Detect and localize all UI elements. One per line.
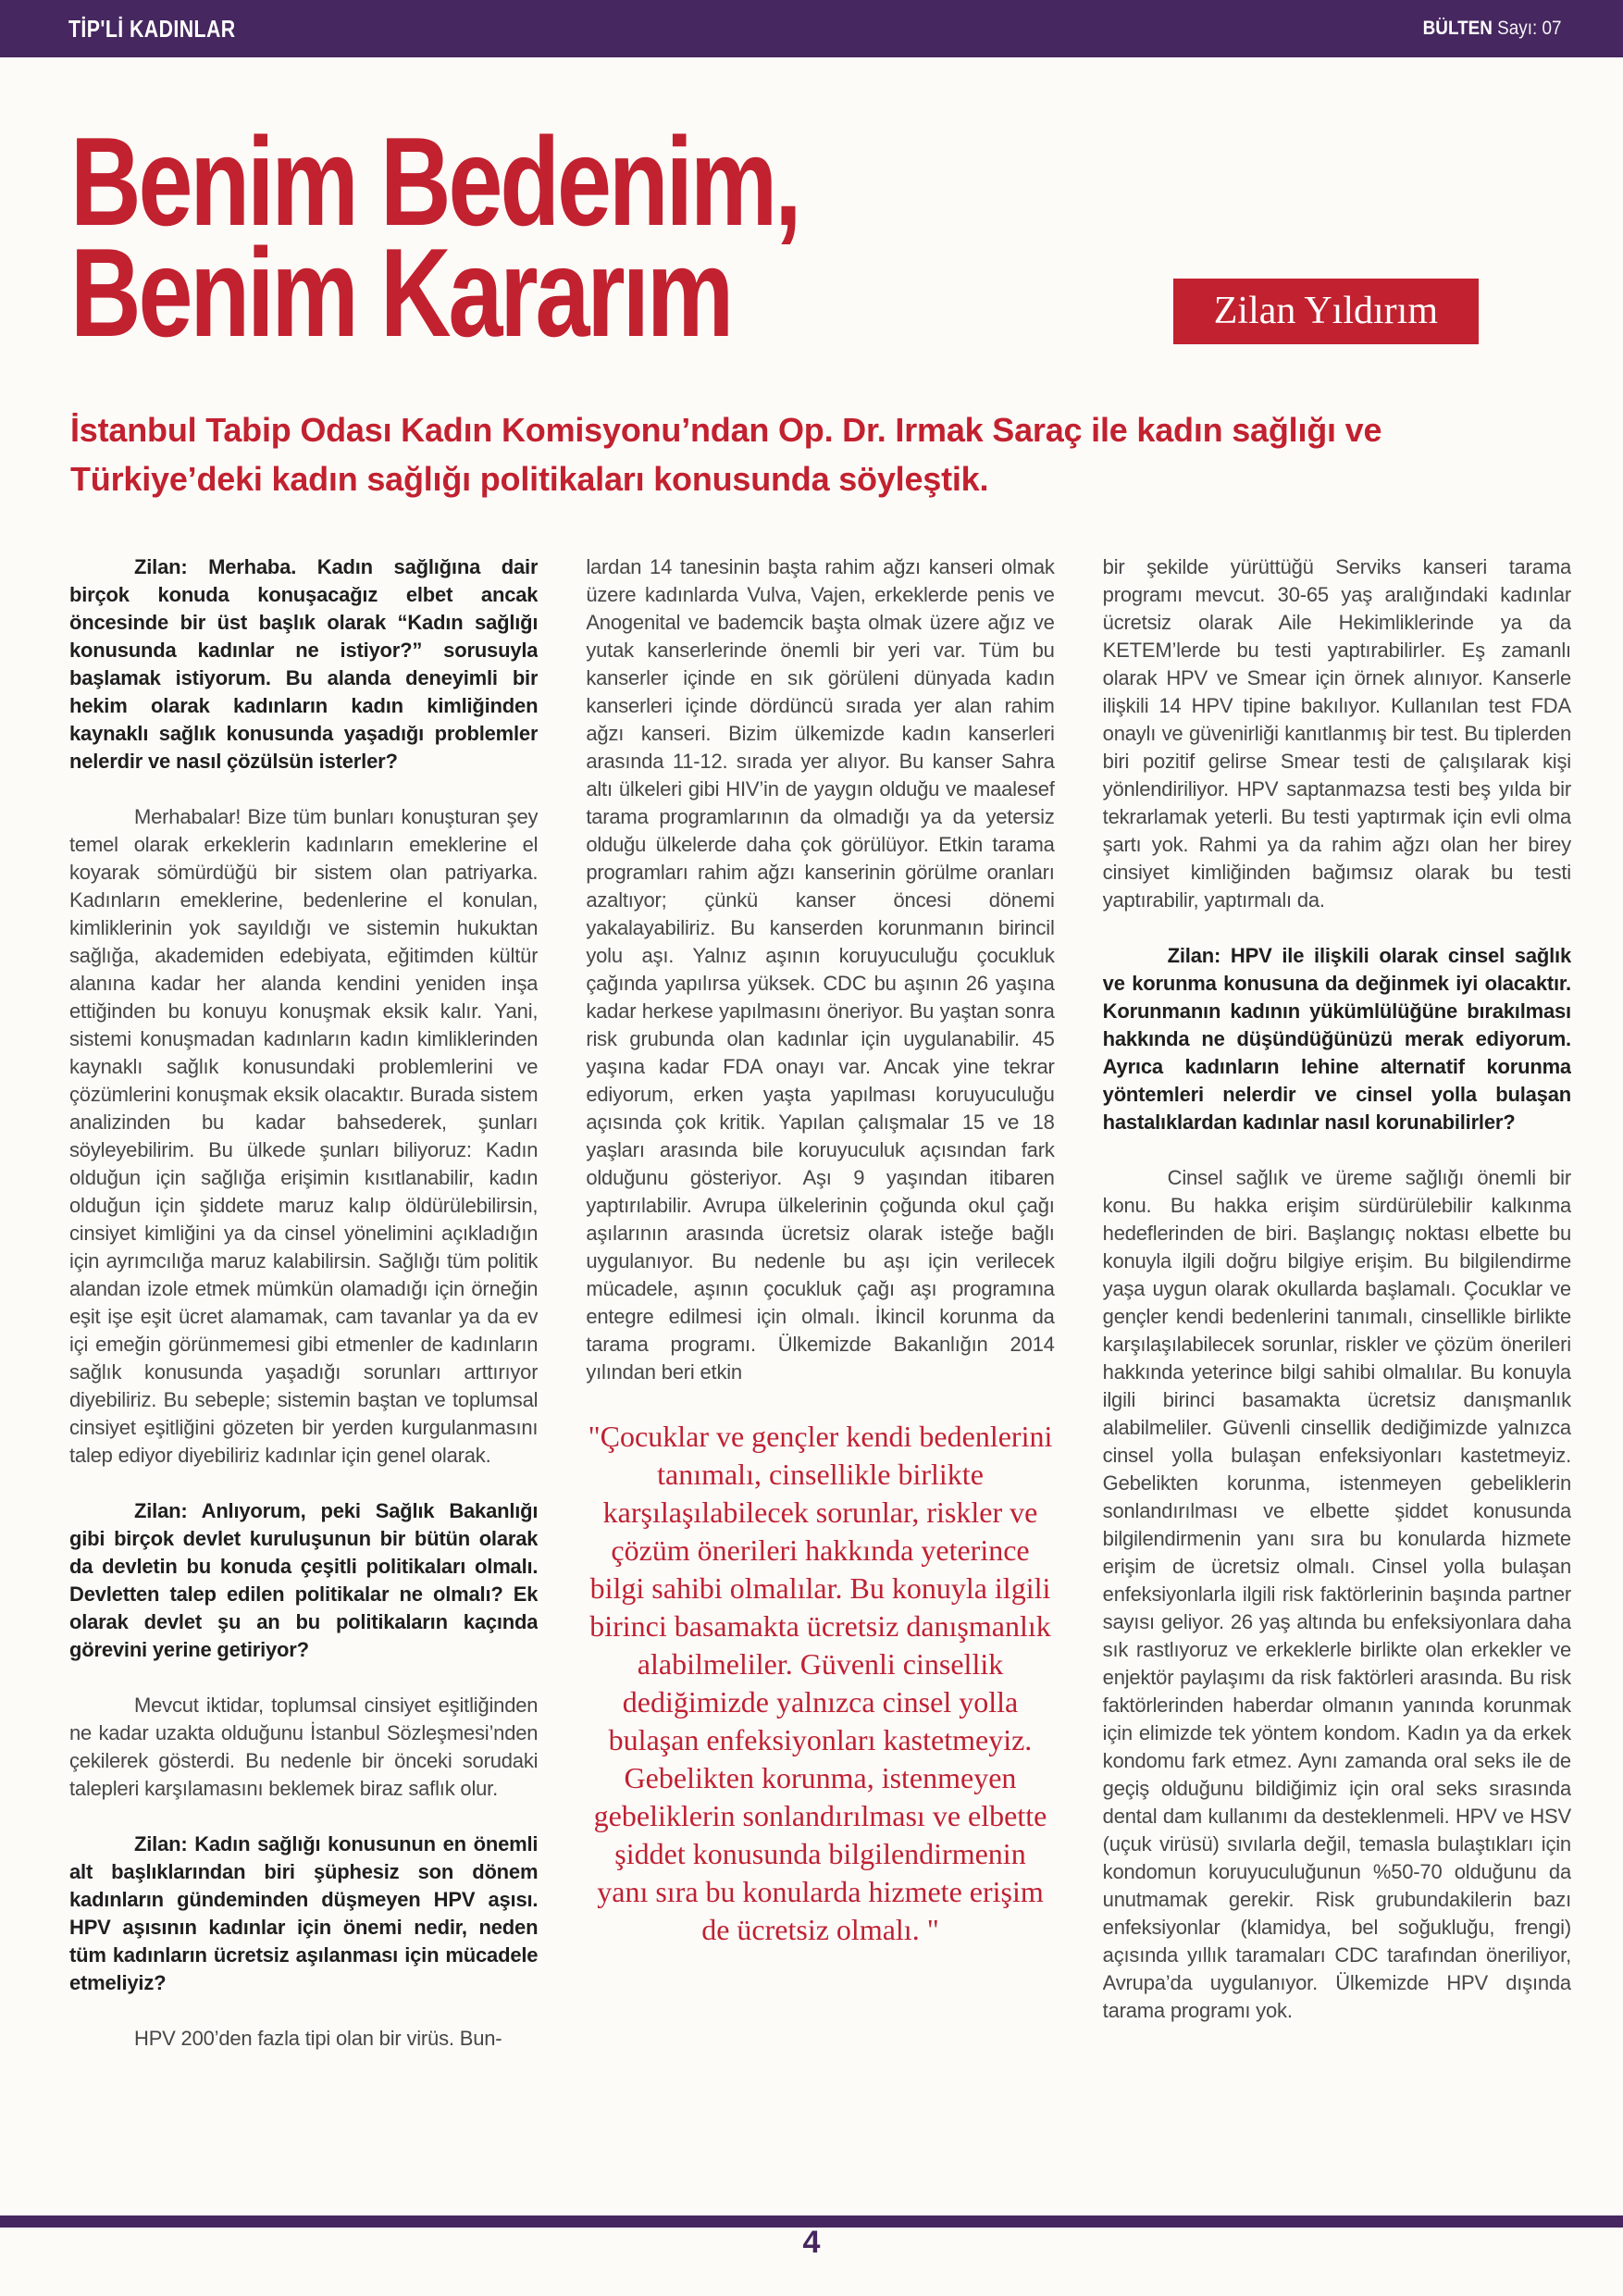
intro-standfirst: İstanbul Tabip Odası Kadın Komisyonu’ndan Op. Dr. Irmak Saraç ile kadın sağlığı ve Türkiye’deki kadın sağlığı politikaları konusunda söyleştik.: [70, 411, 1382, 498]
issue-label-bold: BÜLTEN: [1423, 18, 1493, 39]
answer-paragraph: Cinsel sağlık ve üreme sağlığı önemli bir konu. Bu hakka erişim sürdürülebilir kalkınma hedeflerinden de biri. Başlangıç noktası elbette bu konuyla ilgili doğru bilgiye erişim. Bu bilgilendirme yaşa uygun olarak okullarda başlamalı. Çocuklar ve gençler kendi bedenlerini tanımalı, cinsellikle birlikte karşılaşılabilecek sorunlar, riskler ve çözüm önerileri hakkında yeterince bilgi sahibi olmalılar. Bu konuyla ilgili birinci basamakta ücretsiz danışmanlık alabilmeliler. Güvenli cinsellik dediğimizde yalnızca cinsel yolla bulaşan enfeksiyonları kastetmeyiz. Gebelikten korunma, istenmeyen gebeliklerin sonlandırılması ve elbette şiddet konusunda bilgilendirmenin yanı sıra bu konularda hizmete erişim de ücretsiz olmalı. Cinsel yolla bulaşan enfeksiyonlarla ilgili risk faktörlerinin başında partner sayısı geliyor. 26 yaş altında bu enfeksiyonlara daha sık rastlıyoruz ve erkeklerle birlikte olan erkekler ve enjektör paylaşımı da risk faktörleri arasında. Bu risk faktörlerinden haberdar olmanın yanında korunmak için elimizde tek yöntem kondom. Kadın ya da erkek kondomu fark etmez. Aynı zamanda oral seks ile de geçiş olduğunu bildiğimiz için oral seks sırasında dental dam kullanımı da desteklenmeli. HPV ve HSV (uçuk virüsü) sıvılarla değil, temasla bulaştıkları için kondomun koruyuculuğunun %50-70 olduğunu da unutmamak gerekir. Risk grubundakilerin bazı enfeksiyonlar (klamidya, bel soğukluğu, frengi) açısında yıllık taramaları CDC tarafından öneriliyor, Avrupa’da uygulanıyor. Ülkemizde HPV dışında tarama programı yok.: [1102, 1166, 1571, 2022]
column-1: [69, 553, 538, 2212]
question-paragraph: Zilan: Kadın sağlığı konusunun en önemli alt başlıklarından biri şüphesiz son dönem kadınların gündeminden düşmeyen HPV aşısı. HPV aşısının kadınlar için önemi nedir, neden tüm kadınların ücretsiz aşılanması için mücadele etmeliyiz?: [69, 1832, 539, 1994]
issue-label: [1423, 18, 1562, 40]
issue-label-number: Sayı: 07: [1497, 18, 1562, 39]
header-bar: [0, 0, 1623, 57]
answer-paragraph: Mevcut iktidar, toplumsal cinsiyet eşitliğinden ne kadar uzakta olduğunu İstanbul Sözleşmesi’nden çekilerek gösterdi. Bu nedenle bir önceki sorudaki talepleri karşılamasını beklemek biraz saflık olur.: [69, 1694, 539, 1800]
pull-quote: "Çocuklar ve gençler kendi bedenlerini tanımalı, cinsellikle birlikte karşılaşılabilecek sorunlar, riskler ve çözüm önerileri hakkında yeterince bilgi sahibi olmalılar. Bu konuyla ilgili birinci basamakta ücretsiz danışmanlık alabilmeliler. Güvenli cinsellik dediğimizde yalnızca cinsel yolla bulaşan enfeksiyonları kastetmeyiz. Gebelikten korunma, istenmeyen gebeliklerin sonlandırılması ve elbette şiddet konusunda bilgilendirmenin yanı sıra bu konularda hizmete erişim de ücretsiz olmalı. ": [588, 1420, 1053, 1946]
author-badge: Zilan Yıldırım: [1173, 279, 1479, 344]
headline-line-2: Benim Kararım: [70, 222, 732, 363]
answer-paragraph: HPV 200’den fazla tipi olan bir virüs. Bun-: [134, 2027, 502, 2050]
column-3: [1103, 553, 1571, 2212]
column-2: [586, 553, 1054, 2212]
article-headline: [70, 111, 1005, 363]
brand-title: TİP'Lİ KADINLAR: [68, 14, 236, 43]
answer-paragraph-continuation: bir şekilde yürüttüğü Serviks kanseri tarama programı mevcut. 30-65 yaş aralığındaki kadınlar ücretsiz olarak Aile Hekimliklerinde ya da KETEM’lerde bu testi yaptırabilirler. Eş zamanlı olarak HPV ve Smear için örnek alınıyor. Kanserle ilişkili 14 HPV tipine bakılıyor. Kullanılan test FDA onaylı ve güvenirliği kanıtlanmış bir test. Bu tiplerden biri pozitif gelirse Smear testi de çalışılarak kişi yönlendiriliyor. HPV saptanmazsa testi beş yılda bir tekrarlamak yeterli. Bu testi yaptırmak için evli olma şartı yok. Rahmi ya da rahim ağzı olan her birey cinsiyet kimliğinden bağımsız olarak bu testi yaptırabilir, yaptırmalı da.: [1102, 555, 1571, 912]
page-number: 4: [802, 2225, 821, 2260]
question-paragraph: Zilan: Merhaba. Kadın sağlığına dair birçok konuda konuşacağız elbet ancak öncesinde bir üst başlık olarak “Kadın sağlığı konusunda kadınlar ne istiyor?” sorusuyla başlamak istiyorum. Bu alanda deneyimli bir hekim olarak kadınların kadın kimliğinden kaynaklı sağlık konusunda yaşadığı problemler nelerdir ve nasıl çözülsün isterler?: [69, 555, 539, 773]
answer-paragraph-continuation: lardan 14 tanesinin başta rahim ağzı kanseri olmak üzere kadınlarda Vulva, Vajen, erkeklerde penis ve Anogenital ve bademcik başta olmak üzere ağız ve yutak kanserlerinde önemli bir yeri var. Tüm bu kanserler içinde en sık görüleni dünyada kadın kanserleri içinde dördüncü sırada yer alan rahim ağzı kanseri. Bizim ülkemizde kadın kanserleri arasında 11-12. sırada yer alıyor. Bu kanser Sahra altı ülkeleri gibi HIV’in de yaygın olduğu ve maalesef tarama programlarının da olmadığı ya da yetersiz olduğu ülkelerde daha çok görülüyor. Etkin tarama programları rahim ağzı kanserinin görülme oranları azaltıyor; çünkü kanser öncesi dönemi yakalayabiliriz. Bu kanserden korunmanın birincil yolu aşı. Yalnız aşının koruyuculuğu çocukluk çağında yapılırsa yüksek. CDC bu aşının 26 yaşına kadar herkese yapılmasını öneriyor. Bu yaştan sonra risk grubunda olan kadınlar için uygulanabilir. 45 yaşına kadar FDA onayı var. Ancak yine tekrar ediyorum, erken yaşta yapılması koruyuculuğu açısında çok kritik. Yapılan çalışmalar 15 ve 18 yaşları arasında bile koruyuculuk açısından fark olduğunu gösteriyor. Aşı 9 yaşından itibaren yaptırılabilir. Avrupa ülkelerinin çoğunda okul çağı aşılarının arasında ücretsiz olarak isteğe bağlı uygulanıyor. Bu nedenle bu aşı için verilecek mücadele, aşının çocukluk çağı aşı programına entegre edilmesi için olmalı. İkincil korunma da tarama programı. Ülkemizde Bakanlığın 2014 yılından beri etkin: [586, 555, 1055, 1384]
headline-line-1: Benim Bedenim,: [70, 111, 799, 252]
article-columns: [69, 553, 1571, 2212]
question-paragraph: Zilan: HPV ile ilişkili olarak cinsel sağlık ve korunma konusuna da değinmek iyi olacaktır. Korunmanın kadının yükümlülüğüne bırakılması hakkında ne düşündüğünüzü merak ediyorum. Ayrıca kadınların lehine alternatif korunma yöntemleri nelerdir ve cinsel yolla bulaşan hastalıklardan kadınlar nasıl korunabilirler?: [1102, 944, 1571, 1134]
question-paragraph: Zilan: Anlıyorum, peki Sağlık Bakanlığı gibi birçok devlet kuruluşunun bir bütün olarak da devletin bu konuda çeşitli politikaları olmalı. Devletten talep edilen politikalar ne olmalı? Ek olarak devlet şu an bu politikaların kaçında görevini yerine getiriyor?: [69, 1499, 539, 1661]
answer-paragraph: Merhabalar! Bize tüm bunları konuşturan şey temel olarak erkeklerin kadınların emeklerine el koyarak sömürdüğü bir sistem olan patriyarka. Kadınların emeklerine, bedenlerine el konulan, kimliklerinin yok sayıldığı ve sistemin hukuktan sağlığa, akademiden edebiyata, eğitimden kültür alanına kadar her alanda kendini yeniden inşa ettiğinden bu konuyu konuşmak eksik kalır. Yani, sistemi konuşmadan kadınların kadın kimliklerinden kaynaklı sağlık konusundaki problemlerini ve çözümlerini konuşmak eksik olacaktır. Burada sistem analizinden bu kadar bahsederek, şunları söyleyebilirim. Bu ülkede şunları biliyoruz: Kadın olduğun için sağlığa erişimin kısıtlanabilir, kadın olduğun için şiddete maruz kalıp öldürülebilirsin, cinsiyet kimliğini ya da cinsel yönelimini açıkladığın için ayrımcılığa maruz kalabilirsin. Sağlığı tüm politik alandan izole etmek mümkün olamadığı için örneğin eşit işe eşit ücret alamamak, cam tavanlar ya da ev içi emeğin görünmemesi gibi etmenler de kadınların sağlık konusunda yaşadığı sorunları arttırıyor diyebiliriz. Bu sebeple; sistemin baştan ve toplumsal cinsiyet eşitliğini gözeten bir yerden kurgulanmasını talep ediyor diyebiliriz kadınlar için genel olarak.: [69, 805, 539, 1467]
